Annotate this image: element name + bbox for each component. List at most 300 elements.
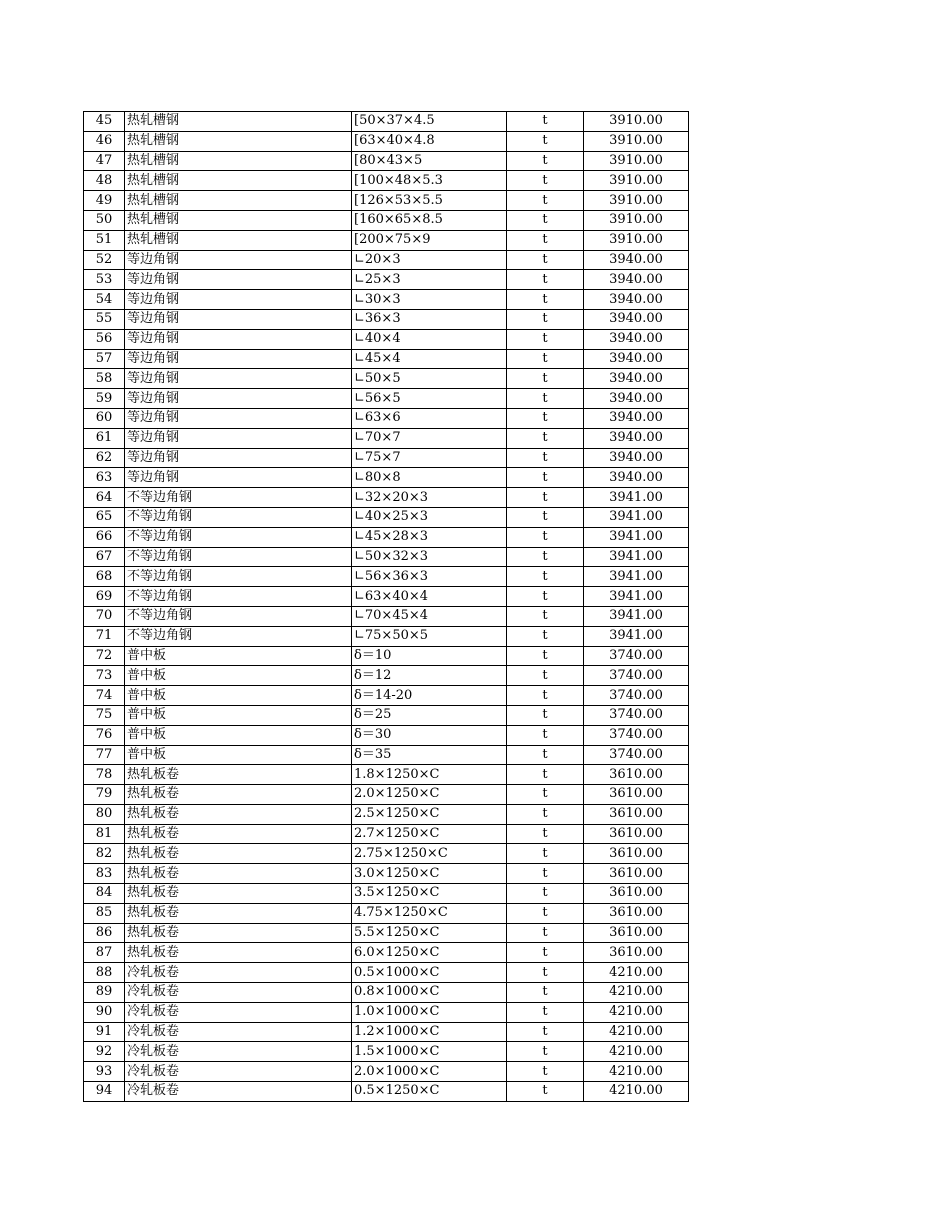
item-name-cell: 热轧板卷 xyxy=(125,785,352,805)
item-name-cell: 普中板 xyxy=(125,666,352,686)
unit-cell: t xyxy=(507,250,584,270)
table-row xyxy=(84,547,689,567)
unit-cell: t xyxy=(507,171,584,191)
table-row xyxy=(84,1042,689,1062)
price-cell: 3910.00 xyxy=(584,112,689,132)
row-number-cell: 84 xyxy=(84,884,125,904)
item-name-cell: 冷轧板卷 xyxy=(125,1082,352,1102)
unit-cell: t xyxy=(507,963,584,983)
unit-cell: t xyxy=(507,309,584,329)
spec-cell: ∟45×28×3 xyxy=(352,527,507,547)
spec-cell: 2.75×1250×C xyxy=(352,844,507,864)
price-cell: 3940.00 xyxy=(584,290,689,310)
table-row xyxy=(84,507,689,527)
price-cell: 3940.00 xyxy=(584,270,689,290)
table-row xyxy=(84,785,689,805)
item-name-cell: 冷轧板卷 xyxy=(125,983,352,1003)
price-cell: 3940.00 xyxy=(584,329,689,349)
spec-cell: [200×75×9 xyxy=(352,230,507,250)
unit-cell: t xyxy=(507,290,584,310)
item-name-cell: 不等边角钢 xyxy=(125,547,352,567)
price-cell: 3610.00 xyxy=(584,923,689,943)
row-number-cell: 80 xyxy=(84,804,125,824)
table-row xyxy=(84,824,689,844)
table-row xyxy=(84,151,689,171)
spec-cell: ∟63×40×4 xyxy=(352,587,507,607)
item-name-cell: 冷轧板卷 xyxy=(125,1022,352,1042)
price-cell: 4210.00 xyxy=(584,1062,689,1082)
item-name-cell: 不等边角钢 xyxy=(125,567,352,587)
row-number-cell: 67 xyxy=(84,547,125,567)
unit-cell: t xyxy=(507,923,584,943)
item-name-cell: 热轧槽钢 xyxy=(125,210,352,230)
table-row xyxy=(84,210,689,230)
item-name-cell: 不等边角钢 xyxy=(125,507,352,527)
row-number-cell: 68 xyxy=(84,567,125,587)
unit-cell: t xyxy=(507,112,584,132)
price-cell: 3941.00 xyxy=(584,488,689,508)
price-cell: 3610.00 xyxy=(584,864,689,884)
spec-cell: [63×40×4.8 xyxy=(352,131,507,151)
spec-cell: 0.8×1000×C xyxy=(352,983,507,1003)
row-number-cell: 63 xyxy=(84,468,125,488)
table-row xyxy=(84,606,689,626)
price-cell: 3910.00 xyxy=(584,131,689,151)
unit-cell: t xyxy=(507,804,584,824)
spec-cell: δ＝30 xyxy=(352,725,507,745)
price-cell: 3940.00 xyxy=(584,408,689,428)
item-name-cell: 等边角钢 xyxy=(125,369,352,389)
spec-cell: 6.0×1250×C xyxy=(352,943,507,963)
spec-cell: 1.0×1000×C xyxy=(352,1002,507,1022)
spec-cell: 2.0×1000×C xyxy=(352,1062,507,1082)
table-row xyxy=(84,844,689,864)
spec-cell: 2.0×1250×C xyxy=(352,785,507,805)
spec-cell: 2.5×1250×C xyxy=(352,804,507,824)
table-row xyxy=(84,923,689,943)
unit-cell: t xyxy=(507,408,584,428)
item-name-cell: 不等边角钢 xyxy=(125,587,352,607)
item-name-cell: 热轧槽钢 xyxy=(125,112,352,132)
row-number-cell: 48 xyxy=(84,171,125,191)
table-row xyxy=(84,666,689,686)
spec-cell: ∟63×6 xyxy=(352,408,507,428)
spec-cell: ∟30×3 xyxy=(352,290,507,310)
unit-cell: t xyxy=(507,151,584,171)
row-number-cell: 50 xyxy=(84,210,125,230)
price-cell: 3940.00 xyxy=(584,389,689,409)
table-row xyxy=(84,983,689,1003)
item-name-cell: 等边角钢 xyxy=(125,428,352,448)
table-row xyxy=(84,903,689,923)
price-cell: 4210.00 xyxy=(584,1002,689,1022)
unit-cell: t xyxy=(507,705,584,725)
row-number-cell: 51 xyxy=(84,230,125,250)
unit-cell: t xyxy=(507,844,584,864)
item-name-cell: 普中板 xyxy=(125,745,352,765)
spec-cell: δ＝10 xyxy=(352,646,507,666)
spec-cell: [100×48×5.3 xyxy=(352,171,507,191)
row-number-cell: 49 xyxy=(84,191,125,211)
item-name-cell: 冷轧板卷 xyxy=(125,1062,352,1082)
table-row xyxy=(84,171,689,191)
unit-cell: t xyxy=(507,1022,584,1042)
row-number-cell: 71 xyxy=(84,626,125,646)
item-name-cell: 热轧槽钢 xyxy=(125,131,352,151)
item-name-cell: 热轧槽钢 xyxy=(125,151,352,171)
spec-cell: ∟75×7 xyxy=(352,448,507,468)
price-cell: 3910.00 xyxy=(584,151,689,171)
spec-cell: ∟32×20×3 xyxy=(352,488,507,508)
unit-cell: t xyxy=(507,1042,584,1062)
unit-cell: t xyxy=(507,646,584,666)
table-row xyxy=(84,1062,689,1082)
spec-cell: ∟80×8 xyxy=(352,468,507,488)
price-cell: 3941.00 xyxy=(584,606,689,626)
table-row xyxy=(84,1002,689,1022)
unit-cell: t xyxy=(507,270,584,290)
unit-cell: t xyxy=(507,230,584,250)
table-row xyxy=(84,290,689,310)
row-number-cell: 61 xyxy=(84,428,125,448)
table-row xyxy=(84,131,689,151)
unit-cell: t xyxy=(507,527,584,547)
row-number-cell: 58 xyxy=(84,369,125,389)
price-cell: 3740.00 xyxy=(584,646,689,666)
spec-cell: δ＝25 xyxy=(352,705,507,725)
table-row xyxy=(84,112,689,132)
unit-cell: t xyxy=(507,983,584,1003)
unit-cell: t xyxy=(507,686,584,706)
spec-cell: δ＝14-20 xyxy=(352,686,507,706)
price-cell: 3910.00 xyxy=(584,171,689,191)
spec-cell: ∟45×4 xyxy=(352,349,507,369)
item-name-cell: 热轧槽钢 xyxy=(125,191,352,211)
table-row xyxy=(84,448,689,468)
item-name-cell: 热轧板卷 xyxy=(125,923,352,943)
row-number-cell: 92 xyxy=(84,1042,125,1062)
item-name-cell: 等边角钢 xyxy=(125,290,352,310)
unit-cell: t xyxy=(507,824,584,844)
unit-cell: t xyxy=(507,587,584,607)
table-row xyxy=(84,468,689,488)
spec-cell: ∟20×3 xyxy=(352,250,507,270)
price-cell: 3610.00 xyxy=(584,844,689,864)
spec-cell: ∟56×36×3 xyxy=(352,567,507,587)
price-cell: 3941.00 xyxy=(584,567,689,587)
row-number-cell: 89 xyxy=(84,983,125,1003)
spec-cell: δ＝12 xyxy=(352,666,507,686)
row-number-cell: 56 xyxy=(84,329,125,349)
unit-cell: t xyxy=(507,507,584,527)
row-number-cell: 90 xyxy=(84,1002,125,1022)
item-name-cell: 等边角钢 xyxy=(125,250,352,270)
unit-cell: t xyxy=(507,349,584,369)
unit-cell: t xyxy=(507,191,584,211)
spec-cell: [50×37×4.5 xyxy=(352,112,507,132)
price-cell: 3941.00 xyxy=(584,626,689,646)
row-number-cell: 62 xyxy=(84,448,125,468)
unit-cell: t xyxy=(507,1002,584,1022)
table-row xyxy=(84,250,689,270)
row-number-cell: 93 xyxy=(84,1062,125,1082)
row-number-cell: 64 xyxy=(84,488,125,508)
spec-cell: 0.5×1000×C xyxy=(352,963,507,983)
spec-cell: ∟40×25×3 xyxy=(352,507,507,527)
price-cell: 3940.00 xyxy=(584,428,689,448)
unit-cell: t xyxy=(507,666,584,686)
unit-cell: t xyxy=(507,765,584,785)
item-name-cell: 等边角钢 xyxy=(125,349,352,369)
table-row xyxy=(84,745,689,765)
unit-cell: t xyxy=(507,626,584,646)
item-name-cell: 等边角钢 xyxy=(125,408,352,428)
item-name-cell: 热轧板卷 xyxy=(125,943,352,963)
row-number-cell: 65 xyxy=(84,507,125,527)
table-row xyxy=(84,230,689,250)
item-name-cell: 热轧槽钢 xyxy=(125,171,352,191)
price-cell: 3740.00 xyxy=(584,686,689,706)
table-row xyxy=(84,1082,689,1102)
item-name-cell: 普中板 xyxy=(125,725,352,745)
table-row xyxy=(84,389,689,409)
unit-cell: t xyxy=(507,884,584,904)
unit-cell: t xyxy=(507,606,584,626)
price-cell: 3740.00 xyxy=(584,745,689,765)
item-name-cell: 热轧板卷 xyxy=(125,884,352,904)
table-row xyxy=(84,646,689,666)
price-cell: 3740.00 xyxy=(584,705,689,725)
unit-cell: t xyxy=(507,369,584,389)
item-name-cell: 不等边角钢 xyxy=(125,527,352,547)
spec-cell: ∟50×32×3 xyxy=(352,547,507,567)
price-cell: 4210.00 xyxy=(584,1082,689,1102)
item-name-cell: 热轧板卷 xyxy=(125,804,352,824)
unit-cell: t xyxy=(507,488,584,508)
price-cell: 3910.00 xyxy=(584,210,689,230)
price-cell: 3740.00 xyxy=(584,725,689,745)
spec-cell: 4.75×1250×C xyxy=(352,903,507,923)
item-name-cell: 热轧板卷 xyxy=(125,903,352,923)
row-number-cell: 69 xyxy=(84,587,125,607)
row-number-cell: 77 xyxy=(84,745,125,765)
table-row xyxy=(84,1022,689,1042)
table-row xyxy=(84,626,689,646)
unit-cell: t xyxy=(507,131,584,151)
unit-cell: t xyxy=(507,567,584,587)
price-cell: 3610.00 xyxy=(584,765,689,785)
price-cell: 3910.00 xyxy=(584,191,689,211)
spec-cell: ∟40×4 xyxy=(352,329,507,349)
row-number-cell: 76 xyxy=(84,725,125,745)
row-number-cell: 66 xyxy=(84,527,125,547)
unit-cell: t xyxy=(507,329,584,349)
price-cell: 4210.00 xyxy=(584,1042,689,1062)
table-row xyxy=(84,527,689,547)
table-row xyxy=(84,864,689,884)
row-number-cell: 72 xyxy=(84,646,125,666)
table-row xyxy=(84,369,689,389)
table-row xyxy=(84,329,689,349)
row-number-cell: 57 xyxy=(84,349,125,369)
table-row xyxy=(84,963,689,983)
table-row xyxy=(84,428,689,448)
price-cell: 3940.00 xyxy=(584,309,689,329)
item-name-cell: 等边角钢 xyxy=(125,468,352,488)
table-row xyxy=(84,686,689,706)
table-row xyxy=(84,765,689,785)
spec-cell: 1.8×1250×C xyxy=(352,765,507,785)
row-number-cell: 75 xyxy=(84,705,125,725)
price-cell: 3940.00 xyxy=(584,448,689,468)
unit-cell: t xyxy=(507,210,584,230)
table-row xyxy=(84,408,689,428)
item-name-cell: 不等边角钢 xyxy=(125,488,352,508)
unit-cell: t xyxy=(507,785,584,805)
unit-cell: t xyxy=(507,468,584,488)
item-name-cell: 热轧板卷 xyxy=(125,844,352,864)
spec-cell: δ＝35 xyxy=(352,745,507,765)
price-table-body xyxy=(84,112,689,1102)
row-number-cell: 91 xyxy=(84,1022,125,1042)
item-name-cell: 不等边角钢 xyxy=(125,626,352,646)
price-cell: 3740.00 xyxy=(584,666,689,686)
price-cell: 3610.00 xyxy=(584,824,689,844)
row-number-cell: 78 xyxy=(84,765,125,785)
row-number-cell: 60 xyxy=(84,408,125,428)
table-row xyxy=(84,270,689,290)
price-cell: 3940.00 xyxy=(584,349,689,369)
row-number-cell: 81 xyxy=(84,824,125,844)
item-name-cell: 等边角钢 xyxy=(125,270,352,290)
price-cell: 3940.00 xyxy=(584,468,689,488)
item-name-cell: 热轧板卷 xyxy=(125,765,352,785)
spec-cell: 2.7×1250×C xyxy=(352,824,507,844)
item-name-cell: 冷轧板卷 xyxy=(125,1042,352,1062)
spec-cell: 3.5×1250×C xyxy=(352,884,507,904)
item-name-cell: 冷轧板卷 xyxy=(125,963,352,983)
row-number-cell: 73 xyxy=(84,666,125,686)
item-name-cell: 等边角钢 xyxy=(125,448,352,468)
table-row xyxy=(84,587,689,607)
unit-cell: t xyxy=(507,943,584,963)
price-cell: 3610.00 xyxy=(584,884,689,904)
table-row xyxy=(84,725,689,745)
table-row xyxy=(84,943,689,963)
row-number-cell: 94 xyxy=(84,1082,125,1102)
item-name-cell: 普中板 xyxy=(125,705,352,725)
spec-cell: [126×53×5.5 xyxy=(352,191,507,211)
spec-cell: 0.5×1250×C xyxy=(352,1082,507,1102)
item-name-cell: 热轧槽钢 xyxy=(125,230,352,250)
item-name-cell: 热轧板卷 xyxy=(125,864,352,884)
item-name-cell: 等边角钢 xyxy=(125,389,352,409)
price-cell: 4210.00 xyxy=(584,963,689,983)
spec-cell: ∟70×45×4 xyxy=(352,606,507,626)
table-row xyxy=(84,705,689,725)
row-number-cell: 54 xyxy=(84,290,125,310)
price-cell: 3940.00 xyxy=(584,250,689,270)
row-number-cell: 70 xyxy=(84,606,125,626)
unit-cell: t xyxy=(507,1082,584,1102)
table-row xyxy=(84,349,689,369)
unit-cell: t xyxy=(507,1062,584,1082)
spec-cell: 1.5×1000×C xyxy=(352,1042,507,1062)
spec-cell: [160×65×8.5 xyxy=(352,210,507,230)
price-cell: 4210.00 xyxy=(584,1022,689,1042)
row-number-cell: 74 xyxy=(84,686,125,706)
spec-cell: 1.2×1000×C xyxy=(352,1022,507,1042)
price-cell: 3940.00 xyxy=(584,369,689,389)
row-number-cell: 45 xyxy=(84,112,125,132)
spec-cell: 3.0×1250×C xyxy=(352,864,507,884)
row-number-cell: 55 xyxy=(84,309,125,329)
price-cell: 3941.00 xyxy=(584,587,689,607)
unit-cell: t xyxy=(507,448,584,468)
unit-cell: t xyxy=(507,725,584,745)
row-number-cell: 83 xyxy=(84,864,125,884)
unit-cell: t xyxy=(507,389,584,409)
price-cell: 3610.00 xyxy=(584,804,689,824)
unit-cell: t xyxy=(507,547,584,567)
price-cell: 3610.00 xyxy=(584,903,689,923)
table-row xyxy=(84,804,689,824)
price-cell: 3941.00 xyxy=(584,547,689,567)
table-row xyxy=(84,567,689,587)
row-number-cell: 46 xyxy=(84,131,125,151)
item-name-cell: 普中板 xyxy=(125,686,352,706)
table-row xyxy=(84,884,689,904)
row-number-cell: 82 xyxy=(84,844,125,864)
price-cell: 4210.00 xyxy=(584,983,689,1003)
row-number-cell: 52 xyxy=(84,250,125,270)
price-cell: 3910.00 xyxy=(584,230,689,250)
spec-cell: ∟36×3 xyxy=(352,309,507,329)
spec-cell: ∟75×50×5 xyxy=(352,626,507,646)
row-number-cell: 53 xyxy=(84,270,125,290)
spec-cell: 5.5×1250×C xyxy=(352,923,507,943)
row-number-cell: 59 xyxy=(84,389,125,409)
unit-cell: t xyxy=(507,428,584,448)
item-name-cell: 热轧板卷 xyxy=(125,824,352,844)
price-cell: 3941.00 xyxy=(584,527,689,547)
spec-cell: ∟56×5 xyxy=(352,389,507,409)
item-name-cell: 不等边角钢 xyxy=(125,606,352,626)
unit-cell: t xyxy=(507,745,584,765)
table-row xyxy=(84,488,689,508)
row-number-cell: 79 xyxy=(84,785,125,805)
spec-cell: ∟25×3 xyxy=(352,270,507,290)
row-number-cell: 85 xyxy=(84,903,125,923)
spec-cell: ∟50×5 xyxy=(352,369,507,389)
row-number-cell: 47 xyxy=(84,151,125,171)
row-number-cell: 86 xyxy=(84,923,125,943)
table-row xyxy=(84,309,689,329)
spec-cell: [80×43×5 xyxy=(352,151,507,171)
item-name-cell: 等边角钢 xyxy=(125,329,352,349)
price-cell: 3610.00 xyxy=(584,943,689,963)
item-name-cell: 普中板 xyxy=(125,646,352,666)
price-cell: 3941.00 xyxy=(584,507,689,527)
unit-cell: t xyxy=(507,864,584,884)
item-name-cell: 冷轧板卷 xyxy=(125,1002,352,1022)
spec-cell: ∟70×7 xyxy=(352,428,507,448)
unit-cell: t xyxy=(507,903,584,923)
row-number-cell: 88 xyxy=(84,963,125,983)
price-table xyxy=(83,111,689,1102)
price-cell: 3610.00 xyxy=(584,785,689,805)
item-name-cell: 等边角钢 xyxy=(125,309,352,329)
